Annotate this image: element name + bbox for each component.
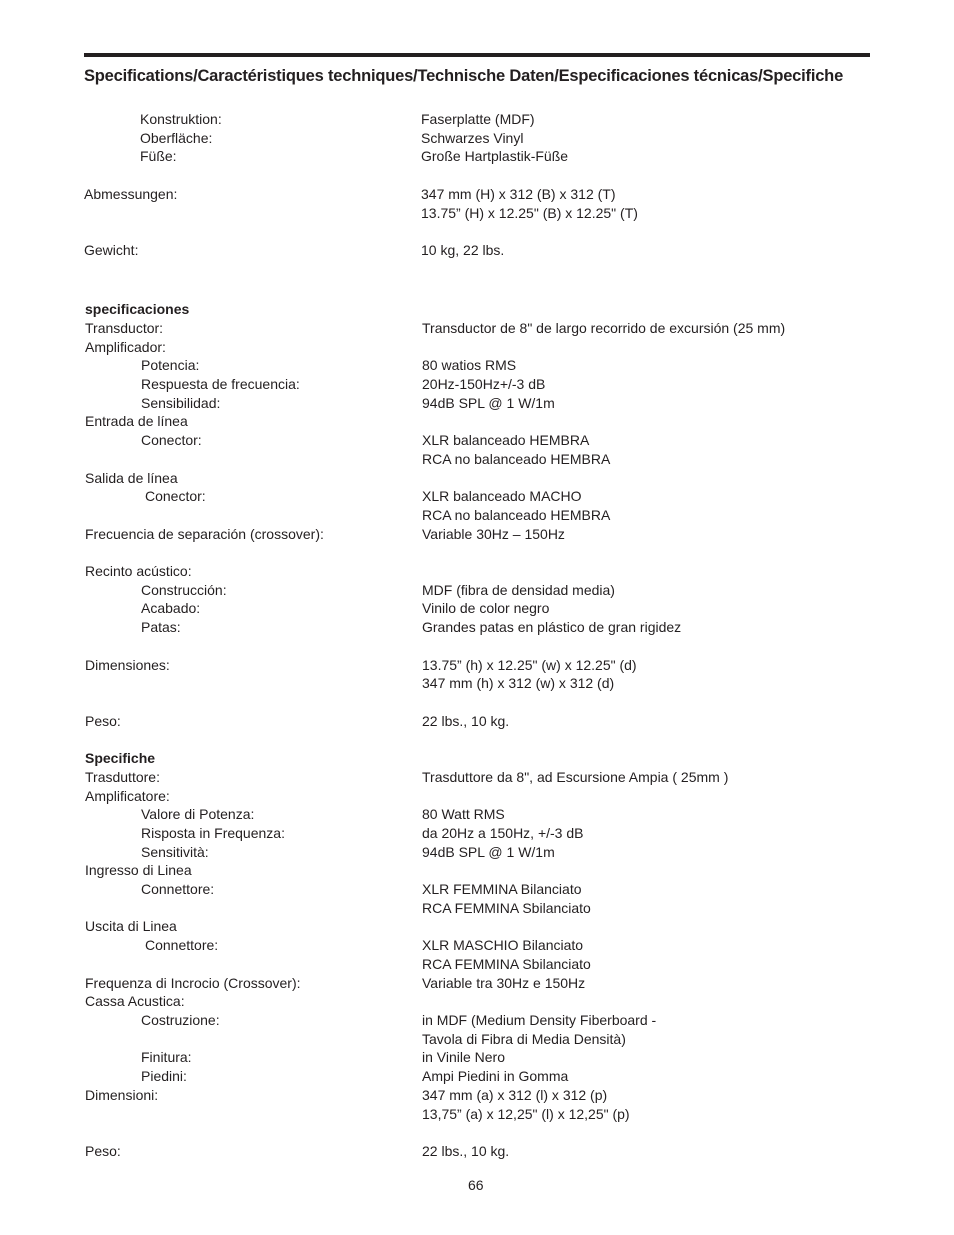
- value-konstruktion: Faserplatte (MDF): [421, 111, 535, 127]
- label-conector-salida: Conector:: [145, 488, 206, 504]
- value-trasduttore: Trasduttore da 8", ad Escursione Ampia ( 25mm ): [422, 769, 729, 785]
- top-rule: [84, 53, 870, 57]
- page-number: 66: [468, 1177, 484, 1193]
- label-trasduttore: Trasduttore:: [85, 769, 160, 785]
- value-abmessungen-metric: 347 mm (H) x 312 (B) x 312 (T): [421, 186, 616, 202]
- label-sensibilidad: Sensibilidad:: [141, 395, 221, 411]
- value-potencia: 80 watios RMS: [422, 357, 517, 373]
- label-dimensiones: Dimensiones:: [85, 657, 170, 673]
- value-transductor: Transductor de 8" de largo recorrido de excursión (25 mm): [422, 320, 786, 336]
- label-transductor: Transductor:: [85, 320, 164, 336]
- value-crossover-it: Variable tra 30Hz e 150Hz: [422, 975, 586, 991]
- label-uscita: Uscita di Linea: [85, 918, 177, 934]
- value-conector-entrada-xlr: XLR balanceado HEMBRA: [422, 432, 590, 448]
- value-peso-it: 22 lbs., 10 kg.: [422, 1143, 510, 1159]
- value-dimensioni-metric: 347 mm (a) x 312 (l) x 312 (p): [422, 1087, 608, 1103]
- label-ingresso: Ingresso di Linea: [85, 862, 192, 878]
- section-heading-italian: Specifiche: [85, 750, 156, 766]
- value-connettore-uscita-xlr: XLR MASCHIO Bilanciato: [422, 937, 584, 953]
- page-title: Specifications/Caractéristiques techniques/Technische Daten/Especificaciones técnicas/Specifiche: [84, 67, 844, 85]
- value-patas: Grandes patas en plástico de gran rigidez: [422, 619, 682, 635]
- label-crossover-it: Frequenza di Incrocio (Crossover):: [85, 975, 301, 991]
- label-respuesta: Respuesta de frecuencia:: [141, 376, 300, 392]
- label-peso-es: Peso:: [85, 713, 121, 729]
- value-sensitivita: 94dB SPL @ 1 W/1m: [422, 844, 555, 860]
- label-amplificador: Amplificador:: [85, 339, 166, 355]
- value-connettore-ingresso-xlr: XLR FEMMINA Bilanciato: [422, 881, 582, 897]
- value-dimensiones-metric: 347 mm (h) x 312 (w) x 312 (d): [422, 675, 615, 691]
- label-costruzione: Costruzione:: [141, 1012, 220, 1028]
- label-acabado: Acabado:: [141, 600, 201, 616]
- label-conector-entrada: Conector:: [141, 432, 202, 448]
- label-dimensioni: Dimensioni:: [85, 1087, 159, 1103]
- value-abmessungen-imperial: 13.75” (H) x 12.25" (B) x 12.25" (T): [421, 205, 638, 221]
- value-conector-salida-rca: RCA no balanceado HEMBRA: [422, 507, 611, 523]
- value-fuesse: Große Hartplastik-Füße: [421, 148, 569, 164]
- value-crossover-es: Variable 30Hz – 150Hz: [422, 526, 565, 542]
- label-crossover-es: Frecuencia de separación (crossover):: [85, 526, 324, 542]
- label-finitura: Finitura:: [141, 1049, 192, 1065]
- label-potenza: Valore di Potenza:: [141, 806, 255, 822]
- value-connettore-uscita-rca: RCA FEMMINA Sbilanciato: [422, 956, 591, 972]
- value-acabado: Vinilo de color negro: [422, 600, 550, 616]
- value-oberflaeche: Schwarzes Vinyl: [421, 130, 524, 146]
- value-construccion: MDF (fibra de densidad media): [422, 582, 615, 598]
- value-dimensioni-imperial: 13,75” (a) x 12,25" (l) x 12,25" (p): [422, 1106, 630, 1122]
- value-conector-entrada-rca: RCA no balanceado HEMBRA: [422, 451, 611, 467]
- value-connettore-ingresso-rca: RCA FEMMINA Sbilanciato: [422, 900, 591, 916]
- label-connettore-ingresso: Connettore:: [141, 881, 215, 897]
- label-piedini: Piedini:: [141, 1068, 187, 1084]
- label-gewicht: Gewicht:: [84, 242, 139, 258]
- label-amplificatore: Amplificatore:: [85, 788, 170, 804]
- value-costruzione-1: in MDF (Medium Density Fiberboard -: [422, 1012, 657, 1028]
- label-peso-it: Peso:: [85, 1143, 121, 1159]
- label-sensitivita: Sensitività:: [141, 844, 209, 860]
- label-abmessungen: Abmessungen:: [84, 186, 178, 202]
- value-gewicht: 10 kg, 22 lbs.: [421, 242, 505, 258]
- label-construccion: Construcción:: [141, 582, 227, 598]
- section-heading-spanish: specificaciones: [85, 301, 190, 317]
- value-finitura: in Vinile Nero: [422, 1049, 506, 1065]
- value-potenza: 80 Watt RMS: [422, 806, 505, 822]
- value-sensibilidad: 94dB SPL @ 1 W/1m: [422, 395, 555, 411]
- label-potencia: Potencia:: [141, 357, 200, 373]
- value-piedini: Ampi Piedini in Gomma: [422, 1068, 569, 1084]
- label-oberflaeche: Oberfläche:: [140, 130, 213, 146]
- value-respuesta: 20Hz-150Hz+/-3 dB: [422, 376, 546, 392]
- label-risposta: Risposta in Frequenza:: [141, 825, 285, 841]
- label-recinto: Recinto acústico:: [85, 563, 192, 579]
- label-konstruktion: Konstruktion:: [140, 111, 222, 127]
- label-fuesse: Füße:: [140, 148, 177, 164]
- value-peso-es: 22 lbs., 10 kg.: [422, 713, 510, 729]
- value-conector-salida-xlr: XLR balanceado MACHO: [422, 488, 582, 504]
- label-salida: Salida de línea: [85, 470, 178, 486]
- label-patas: Patas:: [141, 619, 181, 635]
- label-cassa: Cassa Acustica:: [85, 993, 185, 1009]
- label-connettore-uscita: Connettore:: [145, 937, 219, 953]
- label-entrada: Entrada de línea: [85, 413, 188, 429]
- value-costruzione-2: Tavola di Fibra di Media Densità): [422, 1031, 626, 1047]
- value-dimensiones-imperial: 13.75” (h) x 12.25" (w) x 12.25" (d): [422, 657, 637, 673]
- value-risposta: da 20Hz a 150Hz, +/-3 dB: [422, 825, 584, 841]
